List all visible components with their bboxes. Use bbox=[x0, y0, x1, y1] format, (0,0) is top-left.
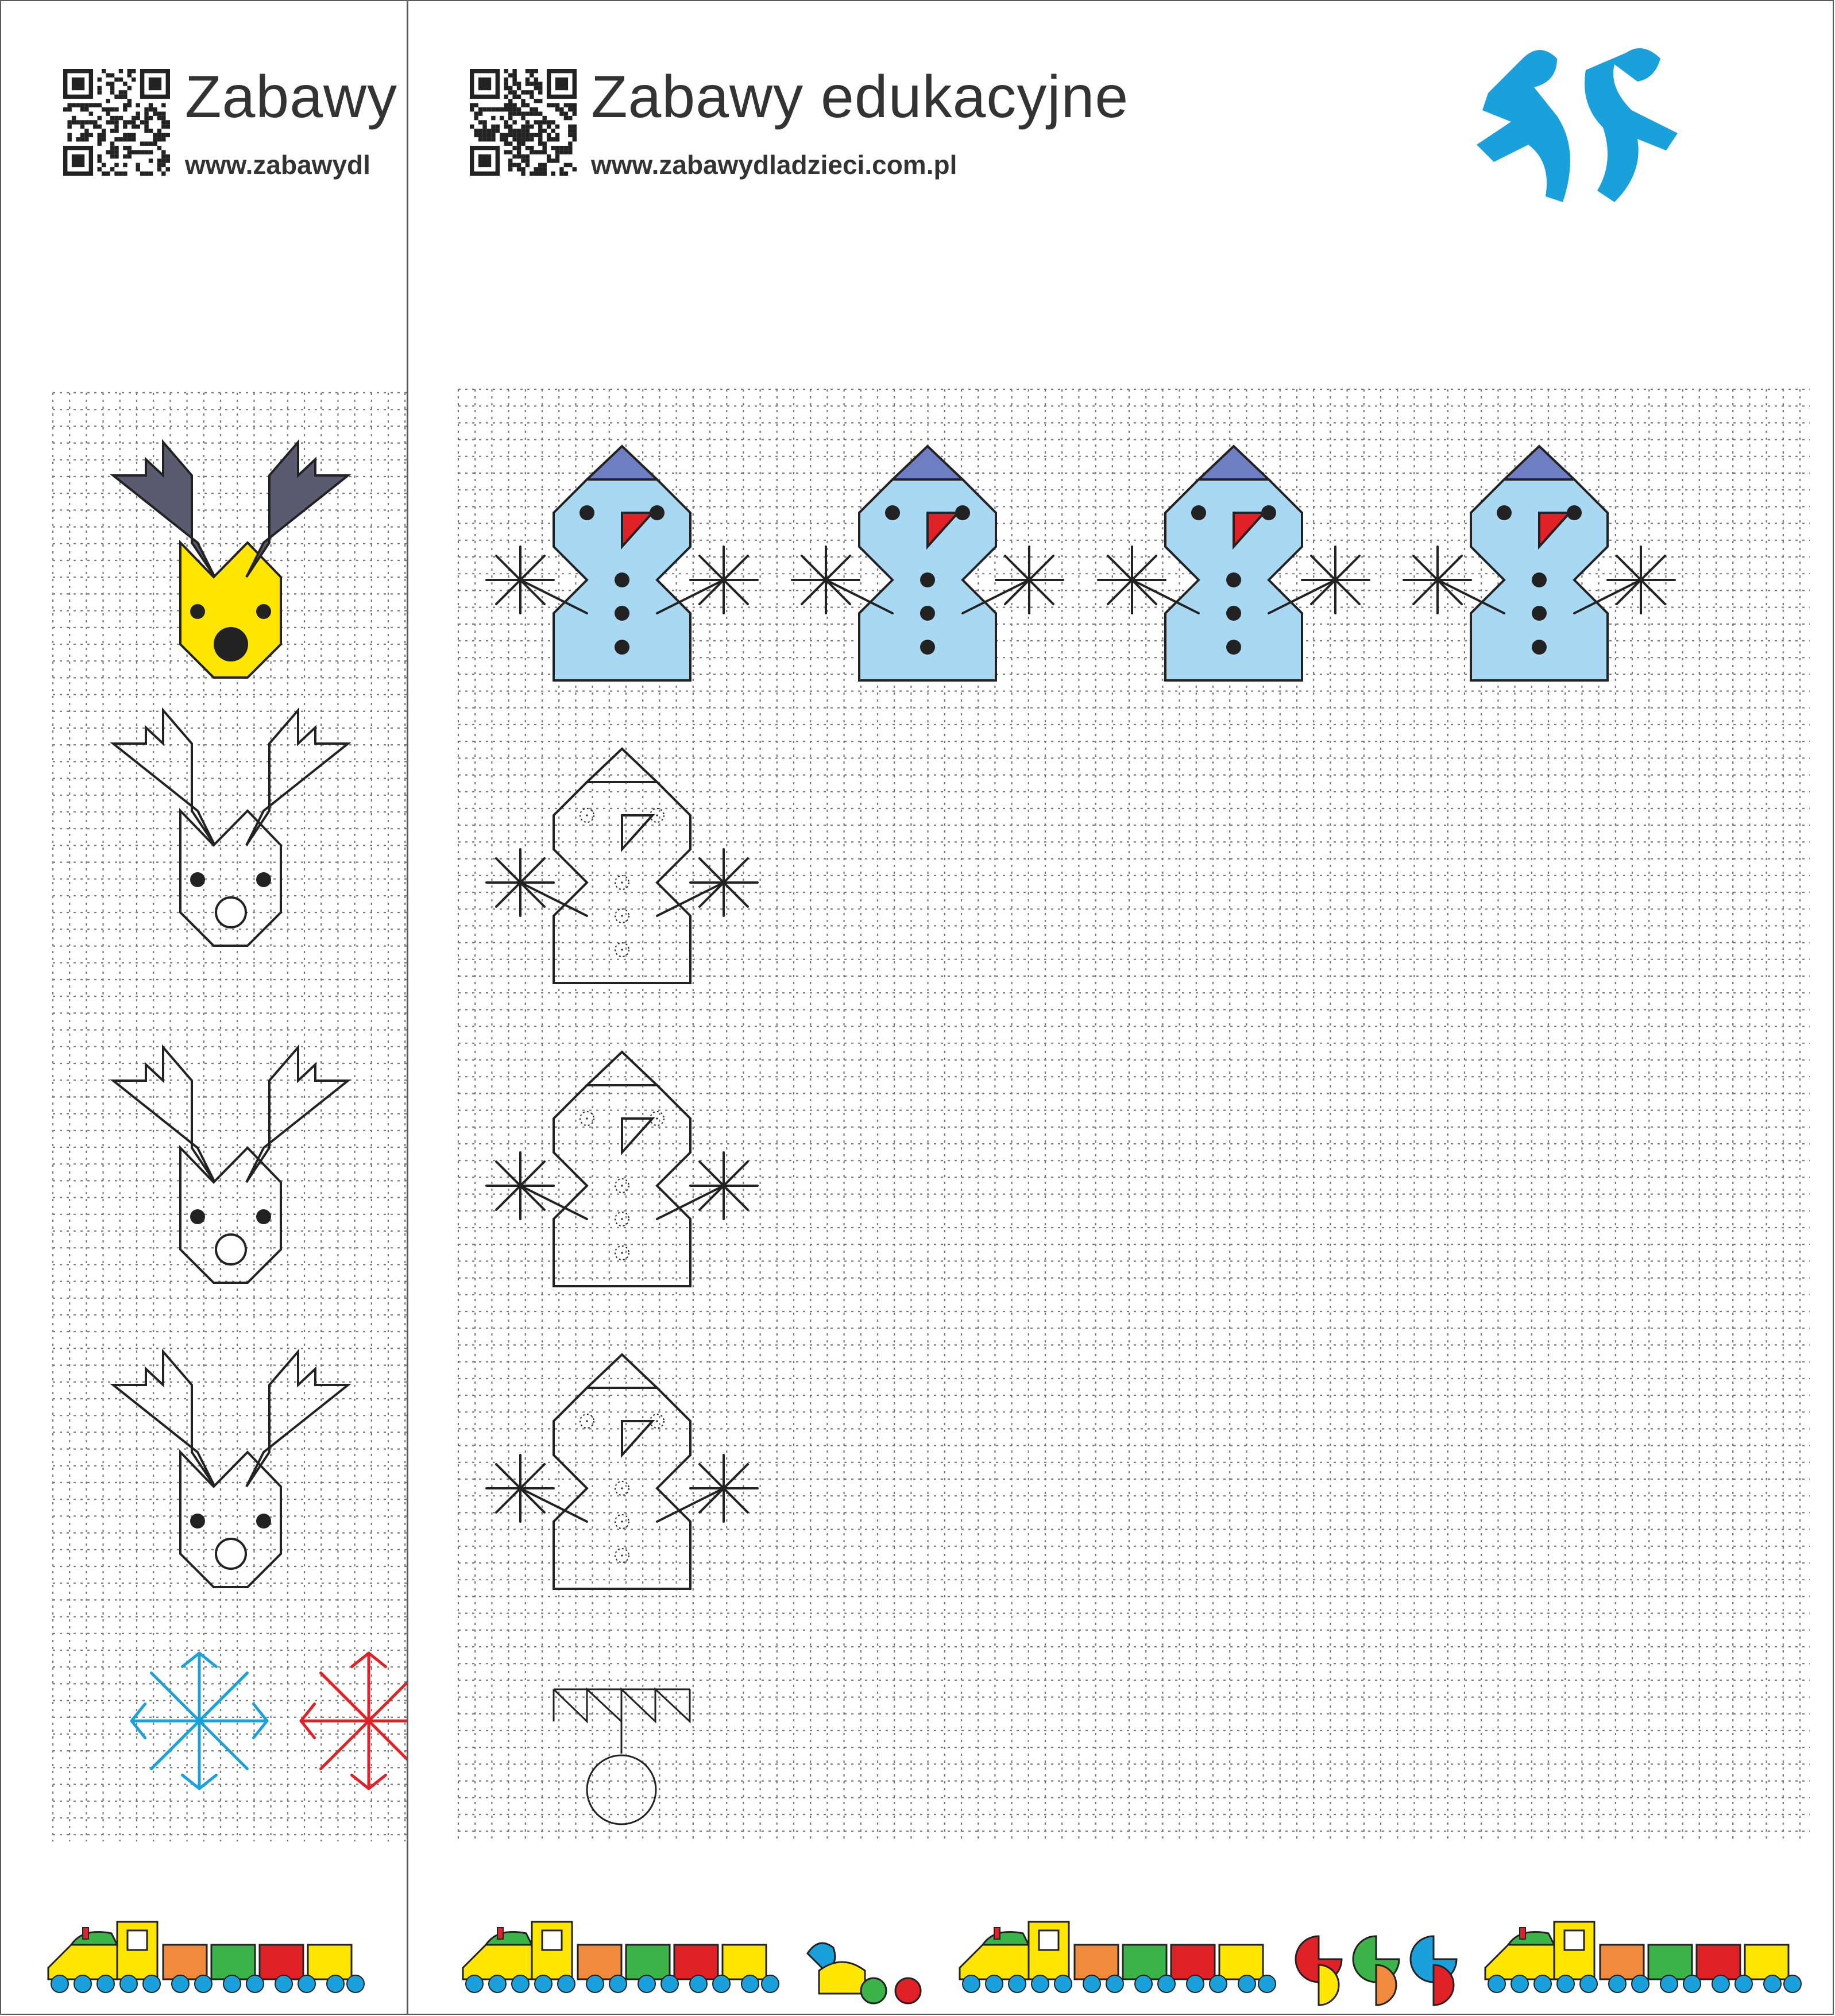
page-title: Zabawy edukacyjne bbox=[591, 64, 1129, 130]
toy-train-icon bbox=[48, 1922, 364, 1992]
snowman-button bbox=[615, 640, 629, 655]
snowman-colored bbox=[486, 446, 758, 680]
snowman-hat bbox=[893, 446, 963, 479]
reindeer-eye bbox=[256, 1209, 271, 1224]
back-drawing bbox=[1, 1, 425, 2015]
snowman-button bbox=[1226, 606, 1241, 621]
shape-toys-icon bbox=[1296, 1936, 1457, 2005]
reindeer-eye bbox=[190, 1514, 205, 1529]
snowman-hat bbox=[587, 749, 657, 782]
snowman-button bbox=[1226, 572, 1241, 587]
reindeer-eye bbox=[256, 604, 271, 619]
reindeer-eye bbox=[190, 1209, 205, 1224]
reindeer-eye bbox=[256, 872, 271, 887]
snowman-button bbox=[1226, 640, 1241, 655]
snowman-hat bbox=[1504, 446, 1574, 479]
back-worksheet bbox=[0, 0, 425, 2015]
back-title: Zabawy bbox=[185, 64, 398, 130]
front-drawing bbox=[408, 1, 1834, 2015]
reindeer-eye bbox=[190, 872, 205, 887]
snowman-colored bbox=[1404, 446, 1675, 680]
reindeer-outline bbox=[113, 1352, 348, 1587]
reindeer-antler-left bbox=[113, 1047, 215, 1182]
toy-train-icon bbox=[1485, 1922, 1801, 1992]
snowman-outline bbox=[486, 1355, 758, 1589]
back-url: www.zabawydl bbox=[185, 150, 370, 180]
snowman-button bbox=[1532, 640, 1547, 655]
reindeer-outline bbox=[113, 710, 348, 946]
reindeer-nose bbox=[214, 627, 248, 661]
snowman-button bbox=[580, 505, 594, 520]
toy-train-icon bbox=[960, 1922, 1276, 1992]
two-figures-logo-icon bbox=[1477, 48, 1678, 202]
reindeer-outline bbox=[113, 1047, 348, 1283]
snowman-partial bbox=[554, 1689, 690, 1824]
reindeer-eye bbox=[256, 1514, 271, 1529]
snowman-button bbox=[1532, 572, 1547, 587]
snowflake-blue-icon bbox=[132, 1653, 267, 1789]
snowman-button bbox=[1567, 505, 1582, 520]
snowman-hat bbox=[587, 1355, 657, 1388]
snowman-button bbox=[885, 505, 900, 520]
site-url: www.zabawydladzieci.com.pl bbox=[591, 150, 957, 180]
snowman-button bbox=[615, 606, 629, 621]
snowman-outline bbox=[486, 749, 758, 983]
snowman-button bbox=[920, 606, 935, 621]
snowman-hat bbox=[587, 1052, 657, 1085]
snowman-button bbox=[650, 505, 665, 520]
reindeer-nose bbox=[216, 1539, 246, 1569]
snowman-hat bbox=[587, 446, 657, 479]
reindeer-nose bbox=[216, 1235, 246, 1264]
snowman-button bbox=[1532, 606, 1547, 621]
reindeer-eye bbox=[190, 604, 205, 619]
snowman-button bbox=[615, 572, 629, 587]
reindeer-nose bbox=[216, 897, 246, 927]
snowman-colored bbox=[792, 446, 1063, 680]
snowman-button bbox=[920, 572, 935, 587]
reindeer-colored bbox=[113, 442, 348, 678]
duck-toy-icon bbox=[808, 1943, 921, 2003]
snowman-outline bbox=[486, 1052, 758, 1286]
snowman-button bbox=[955, 505, 970, 520]
snowman-hat bbox=[1199, 446, 1269, 479]
front-worksheet bbox=[407, 0, 1834, 2015]
snowman-button bbox=[1261, 505, 1276, 520]
snowman-button bbox=[920, 640, 935, 655]
snowman-button bbox=[1497, 505, 1512, 520]
toy-train-icon bbox=[463, 1922, 779, 1992]
snowman-button bbox=[1191, 505, 1206, 520]
snowman-colored bbox=[1098, 446, 1369, 680]
